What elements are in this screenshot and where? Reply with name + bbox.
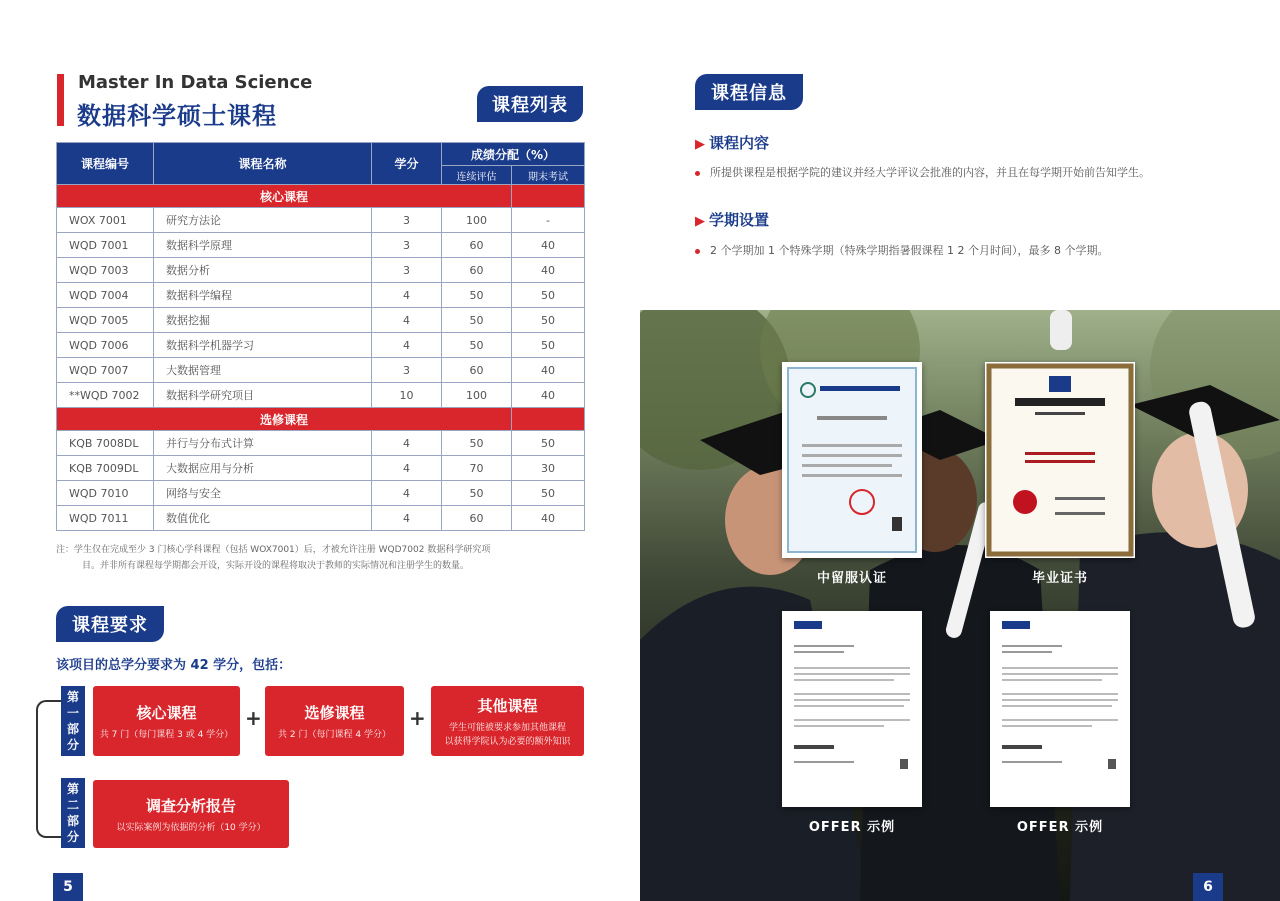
- cell-final: 50: [512, 481, 585, 506]
- header-code: 课程编号: [57, 143, 154, 185]
- requirements-tag: 课程要求: [56, 606, 164, 642]
- cell-credit: 4: [372, 283, 442, 308]
- offer-letter-illustration: [782, 611, 922, 807]
- cell-code: WQD 7005: [57, 308, 154, 333]
- cell-name: 数据分析: [154, 258, 372, 283]
- table-row: [57, 308, 585, 333]
- requirements-title: 该项目的总学分要求为 42 学分，包括：: [56, 658, 292, 673]
- cell-name: 数据挖掘: [154, 308, 372, 333]
- table-row: [57, 431, 585, 456]
- table-row: [57, 383, 585, 408]
- cell-final: 40: [512, 358, 585, 383]
- cell-name: 并行与分布式计算: [154, 431, 372, 456]
- cell-name: 研究方法论: [154, 208, 372, 233]
- cell-cont: 60: [442, 358, 512, 383]
- cell-code: WQD 7004: [57, 283, 154, 308]
- elective-courses-box: 选修课程 共 2 门（每门课程 4 学分）: [265, 686, 404, 756]
- note-line-1: 注：学生仅在完成至少 3 门核心学科课程（包括 WOX7001）后，才被允许注册 WQD7002 数据科学研究项: [56, 545, 491, 555]
- title-accent-bar: [57, 74, 64, 126]
- cell-code: WQD 7001: [57, 233, 154, 258]
- cell-credit: 4: [372, 481, 442, 506]
- diploma-image: [985, 362, 1135, 558]
- cell-final: 50: [512, 283, 585, 308]
- cell-cont: 60: [442, 258, 512, 283]
- cell-name: 数据科学机器学习: [154, 333, 372, 358]
- cell-code: WQD 7006: [57, 333, 154, 358]
- cell-code: WQD 7003: [57, 258, 154, 283]
- certificate-illustration: [782, 362, 922, 558]
- header-grade: 成绩分配（%）: [442, 143, 585, 166]
- semester-bullet: 2 个学期加 1 个特殊学期（特殊学期指暑假课程 1 2 个月时间），最多 8 个学期。: [695, 242, 1108, 258]
- plus-sign-1: +: [245, 706, 262, 730]
- cell-final: 40: [512, 506, 585, 531]
- cell-final: -: [512, 208, 585, 233]
- semester-heading: ▶ 学期设置: [695, 211, 770, 229]
- cell-name: 网络与安全: [154, 481, 372, 506]
- cell-cont: 100: [442, 383, 512, 408]
- header-credit: 学分: [372, 143, 442, 185]
- cell-credit: 4: [372, 333, 442, 358]
- cell-cont: 50: [442, 333, 512, 358]
- content-bullet: 所提供课程是根据学院的建议并经大学评议会批准的内容，并且在每学期开始前告知学生。: [695, 164, 1150, 180]
- core-courses-box: 核心课程 共 7 门（每门课程 3 或 4 学分）: [93, 686, 240, 756]
- cell-credit: 4: [372, 506, 442, 531]
- part-one-label: 第 一 部 分: [61, 686, 85, 756]
- table-row: [57, 333, 585, 358]
- header-name: 课程名称: [154, 143, 372, 185]
- cell-final: 40: [512, 233, 585, 258]
- triangle-icon: ▶: [695, 137, 705, 152]
- cell-name: 数据科学编程: [154, 283, 372, 308]
- offer-letter-image-1: [782, 611, 922, 807]
- other-courses-box: 其他课程 学生可能被要求参加其他课程 以获得学院认为必要的额外知识: [431, 686, 584, 756]
- course-info-tag: 课程信息: [695, 74, 803, 110]
- caption-offer-1: OFFER 示例: [808, 820, 896, 835]
- triangle-icon: ▶: [695, 214, 705, 229]
- page-number-left: 5: [53, 873, 83, 901]
- course-list-tag: 课程列表: [477, 86, 583, 122]
- cell-credit: 3: [372, 358, 442, 383]
- cell-credit: 4: [372, 431, 442, 456]
- table-row: [57, 283, 585, 308]
- offer-letter-image-2: [990, 611, 1130, 807]
- table-row: [57, 506, 585, 531]
- caption-offer-2: OFFER 示例: [1016, 820, 1104, 835]
- cell-name: 数值优化: [154, 506, 372, 531]
- cell-cont: 50: [442, 283, 512, 308]
- bullet-dot-icon: [695, 171, 700, 176]
- core-section-label: 核心课程: [57, 185, 512, 208]
- table-row: [57, 456, 585, 481]
- cell-code: WOX 7001: [57, 208, 154, 233]
- bullet-dot-icon: [695, 249, 700, 254]
- cell-final: 50: [512, 333, 585, 358]
- cell-final: 40: [512, 383, 585, 408]
- page-number-right: 6: [1193, 873, 1223, 901]
- caption-cscse: 中留服认证: [816, 571, 887, 586]
- cell-credit: 4: [372, 308, 442, 333]
- cell-credit: 10: [372, 383, 442, 408]
- cell-credit: 3: [372, 233, 442, 258]
- cell-cont: 60: [442, 506, 512, 531]
- elective-section-row: [57, 408, 585, 431]
- header-continuous: 连续评估: [442, 166, 512, 185]
- note-line-2: 目。并非所有课程每学期都会开设，实际开设的课程将取决于教师的实际情况和注册学生的数量。: [82, 561, 470, 571]
- cell-cont: 50: [442, 308, 512, 333]
- cell-credit: 3: [372, 208, 442, 233]
- cell-code: KQB 7009DL: [57, 456, 154, 481]
- table-row: [57, 233, 585, 258]
- table-row: [57, 481, 585, 506]
- offer-letter-illustration: [990, 611, 1130, 807]
- graduation-photo: [640, 310, 1280, 901]
- report-box: 调查分析报告 以实际案例为依据的分析（10 学分）: [93, 780, 289, 848]
- cell-credit: 4: [372, 456, 442, 481]
- cell-name: 大数据应用与分析: [154, 456, 372, 481]
- cell-final: 30: [512, 456, 585, 481]
- cell-cont: 60: [442, 233, 512, 258]
- cell-code: WQD 7010: [57, 481, 154, 506]
- title-chinese: 数据科学硕士课程: [77, 102, 277, 130]
- diploma-illustration: [985, 362, 1135, 558]
- cell-cont: 50: [442, 431, 512, 456]
- cell-final: 40: [512, 258, 585, 283]
- cell-cont: 100: [442, 208, 512, 233]
- header-final: 期末考试: [512, 166, 585, 185]
- parts-bracket: [36, 700, 64, 838]
- cell-name: 数据科学研究项目: [154, 383, 372, 408]
- caption-diploma: 毕业证书: [1031, 571, 1088, 586]
- cell-name: 数据科学原理: [154, 233, 372, 258]
- table-row: [57, 358, 585, 383]
- cell-code: WQD 7011: [57, 506, 154, 531]
- cell-code: KQB 7008DL: [57, 431, 154, 456]
- cell-cont: 50: [442, 481, 512, 506]
- course-table: [56, 142, 585, 531]
- cell-final: 50: [512, 308, 585, 333]
- elective-section-label: 选修课程: [57, 408, 512, 431]
- photo-illustration: [640, 310, 1280, 901]
- table-row: [57, 258, 585, 283]
- cell-code: **WQD 7002: [57, 383, 154, 408]
- title-english: Master In Data Science: [78, 72, 313, 93]
- cell-name: 大数据管理: [154, 358, 372, 383]
- cscse-certificate-image: [782, 362, 922, 558]
- part-two-label: 第 二 部 分: [61, 778, 85, 848]
- cell-cont: 70: [442, 456, 512, 481]
- cell-credit: 3: [372, 258, 442, 283]
- table-row: [57, 208, 585, 233]
- plus-sign-2: +: [409, 706, 426, 730]
- cell-code: WQD 7007: [57, 358, 154, 383]
- core-section-row: [57, 185, 585, 208]
- table-note: [56, 542, 586, 574]
- cell-final: 50: [512, 431, 585, 456]
- content-heading: ▶ 课程内容: [695, 134, 770, 152]
